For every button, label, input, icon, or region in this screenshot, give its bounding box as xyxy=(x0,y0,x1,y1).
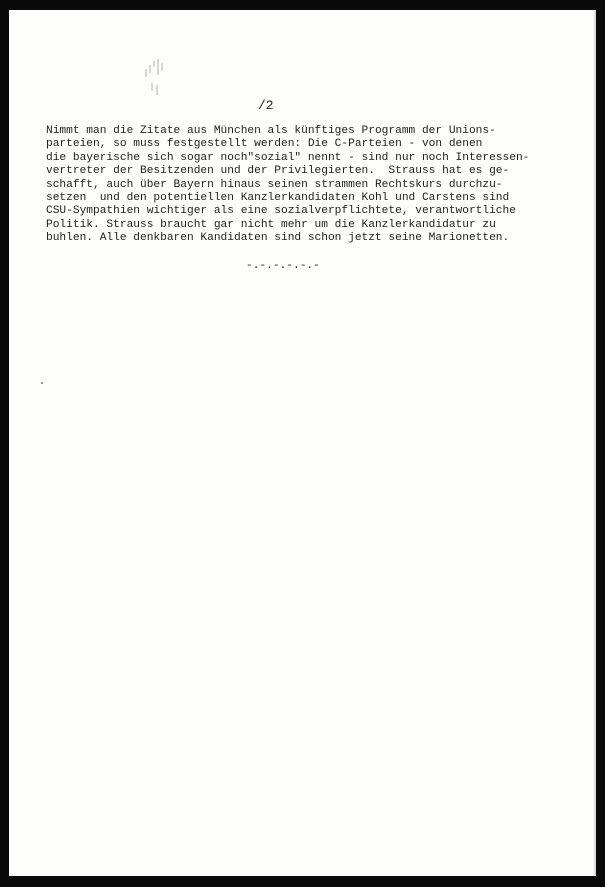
page-number: /2 xyxy=(258,98,274,113)
text-line: Politik. Strauss braucht gar nicht mehr um die Kanzlerkandidatur zu xyxy=(46,218,496,231)
text-line: die bayerische sich sogar noch"sozial" nennt - sind nur noch Interessen- xyxy=(46,151,530,164)
text-line: buhlen. Alle denkbaren Kandidaten sind schon jetzt seine Marionetten. xyxy=(46,232,510,245)
scan-speck xyxy=(41,382,43,384)
page-edge-shadow xyxy=(593,10,596,876)
body-paragraph xyxy=(46,125,586,246)
text-line: CSU-Sympathien wichtiger als eine sozialverpflichtete, verantwortliche xyxy=(46,205,516,218)
text-line: schafft, auch über Bayern hinaus seinen strammen Rechtskurs durchzu- xyxy=(46,178,503,191)
document-page xyxy=(9,10,596,876)
text-line: setzen und den potentiellen Kanzlerkandidaten Kohl und Carstens sind xyxy=(46,192,510,205)
text-line: vertreter der Besitzenden und der Privilegierten. Strauss hat es ge- xyxy=(46,165,510,178)
section-separator: -.-.-.-.-.- xyxy=(246,260,320,272)
text-line: Nimmt man die Zitate aus München als künftiges Programm der Unions- xyxy=(46,125,496,137)
text-line: parteien, so muss festgestellt werden: Die C-Parteien - von denen xyxy=(46,138,483,151)
faint-scan-marks xyxy=(143,55,169,105)
